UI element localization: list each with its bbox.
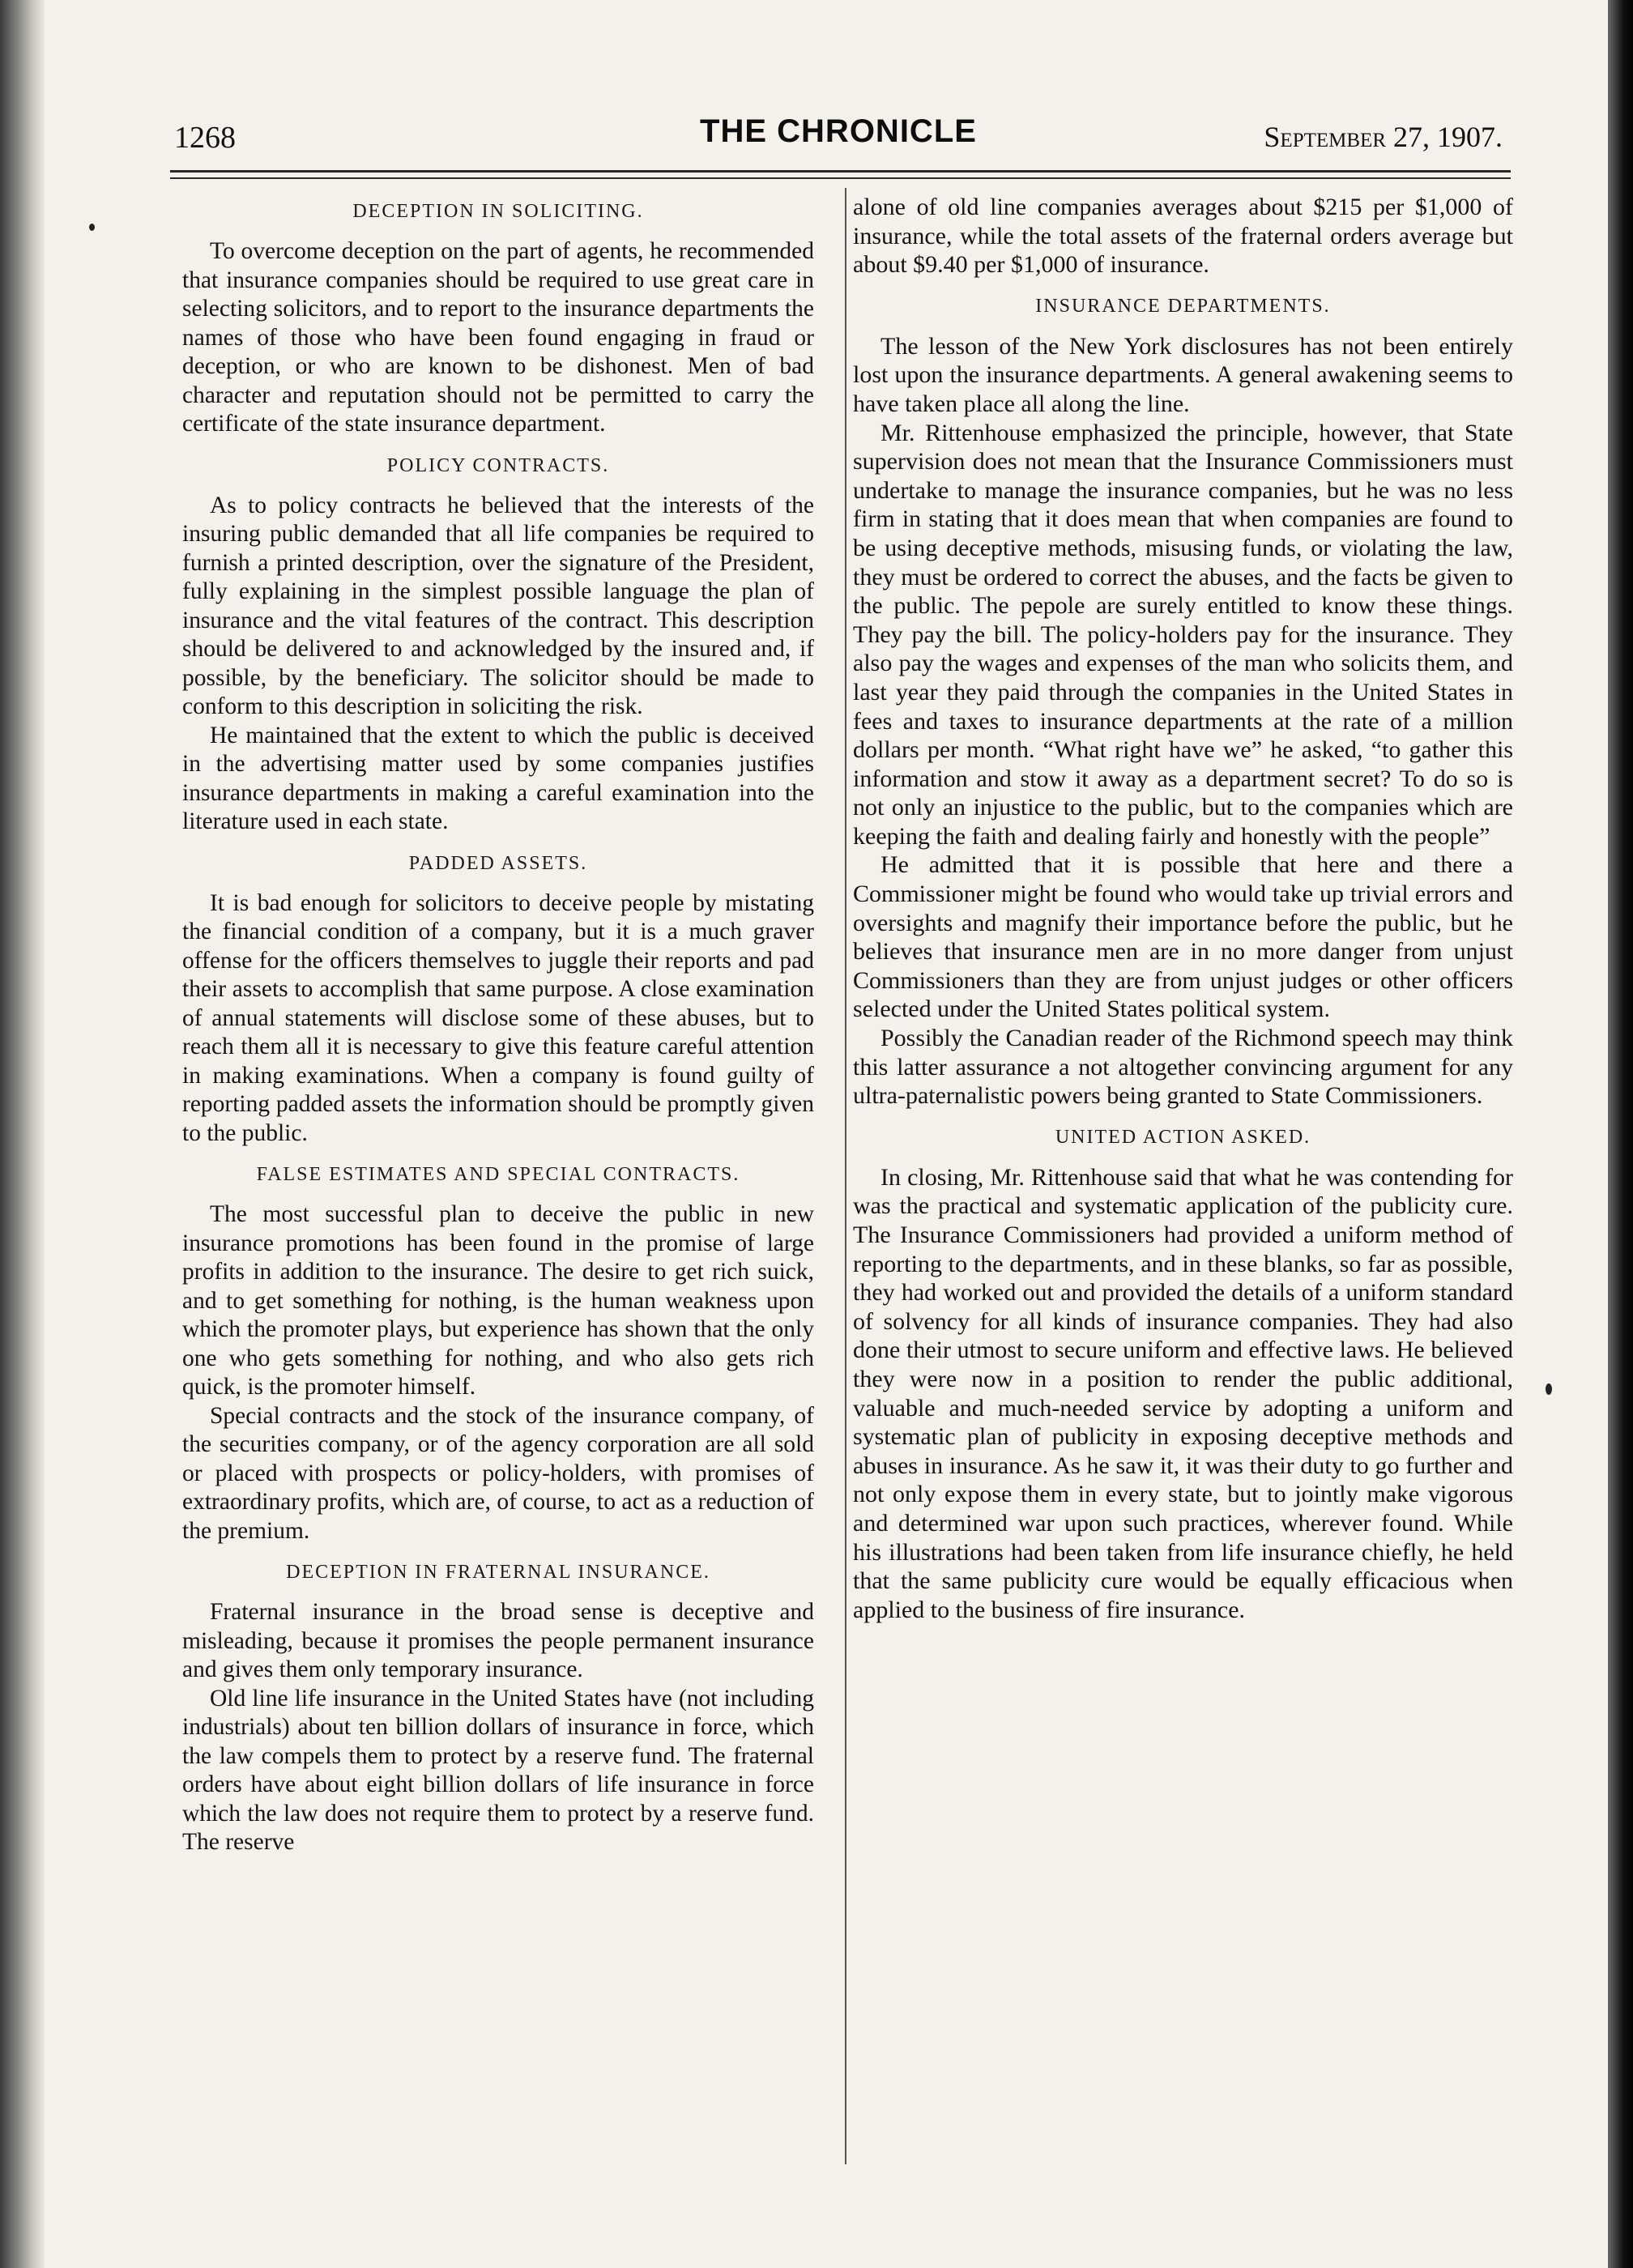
paragraph: Special contracts and the stock of the insurance company, of the securities company, or of the agency corporation are all sold or placed with prospects or policy-holders, with promises of extraordinary profits, which are, of course, to act as a reduction of the premium. xyxy=(182,1402,814,1544)
section-heading: DECEPTION IN SOLICITING. xyxy=(352,201,644,222)
paragraph: It is bad enough for solicitors to deceive people by mistating the financial condition of a company, but it is a much graver offense for the officers themselves to juggle their reports and pad their assets to accomplish that same purpose. A close examination of annual statements will disclose some of these abuses, but to reach them all it is necessary to give this feature careful attention in making examinations. When a company is found guilty of reporting padded assets the information should be promptly given to the public. xyxy=(182,889,814,1146)
publication-title: THE CHRONICLE xyxy=(700,113,977,149)
paragraph: He admitted that it is possible that here and there a Commissioner might be found who would take up trivial errors and oversights and magnify their importance before the public, but he believes that insurance men are in no more danger from unjust Commissioners than they are from unjust judges or other officers selected under the United States political system. xyxy=(853,851,1513,1023)
right-column xyxy=(853,193,1513,1624)
section-heading: UNITED ACTION ASKED. xyxy=(1055,1126,1311,1148)
scan-edge xyxy=(1608,0,1633,2268)
paragraph: Old line life insurance in the United States have (not including industrials) about ten billion dollars of insurance in force, which the law compels them to protect by a reserve fund. The fraternal orders have about eight billion dollars of life insurance in force which the law does not require them to protect by a reserve fund. The reserve xyxy=(182,1685,814,1855)
header-rule xyxy=(170,170,1511,173)
paragraph: Fraternal insurance in the broad sense is deceptive and misleading, because it promises the people permanent insurance and gives them only temporary insurance. xyxy=(182,1599,814,1682)
paragraph: The most successful plan to deceive the public in new insurance promotions has been found in the promise of large profits in addition to the insurance. The desire to get rich suick, and to get something for nothing, is the human weakness upon which the promoter plays, but experience has shown that the only one who gets something for nothing, and who also gets rich quick, is the promoter himself. xyxy=(182,1201,814,1400)
paragraph: The lesson of the New York disclosures has not been entirely lost upon the insurance departments. A general awakening seems to have taken place all along the line. xyxy=(853,332,1513,417)
section-heading: INSURANCE DEPARTMENTS. xyxy=(1035,295,1331,317)
continued-paragraph: alone of old line companies averages about $215 per $1,000 of insurance, while the total assets of the fraternal orders average but about $9.40 per $1,000 of insurance. xyxy=(853,194,1513,279)
section-heading: DECEPTION IN FRATERNAL INSURANCE. xyxy=(286,1562,710,1583)
binding-shadow xyxy=(0,0,45,2268)
section-heading: FALSE ESTIMATES AND SPECIAL CONTRACTS. xyxy=(256,1164,740,1185)
section-heading: POLICY CONTRACTS. xyxy=(386,454,610,476)
page-number: 1268 xyxy=(174,121,236,155)
header-rule-thin xyxy=(170,177,1511,179)
paragraph: Mr. Rittenhouse emphasized the principle, however, that State supervision does not mean that the Insurance Commissioners must undertake to manage the insurance companies, but he was no less firm in stating that it does mean that when companies are found to be using deceptive methods, misusing funds, or violating the law, they must be ordered to correct the abuses, and the facts be given to the public. The pepole are surely entitled to know these things. They pay the bill. The policy-holders pay for the insurance. They also pay the wages and expenses of the man who solicits them, and last year they paid through the companies in the United States in fees and taxes to insurance departments at the rate of a million dollars per month. “What right have we” he asked, “to gather this information and stow it away as a department secret? To do so is not only an injustice to the public, but to the companies which are keeping the faith and dealing fairly and honestly with the people” xyxy=(853,419,1513,850)
paragraph: As to policy contracts he believed that the interests of the insuring public demanded that all life companies be required to furnish a printed description, over the signature of the President, fully explaining in the simplest possible language the plan of insurance and the vital features of the contract. This description should be delivered to and acknowledged by the insured and, if possible, by the beneficiary. The solicitor should be made to conform to this description in soliciting the risk. xyxy=(182,492,814,719)
page-header xyxy=(174,113,1503,162)
column-divider xyxy=(845,188,846,2164)
paragraph: To overcome deception on the part of agents, he recommended that insurance companies should be required to use great care in selecting solicitors, and to report to the insurance departments the names of those who have been found engaging in fraud or deception, or who are known to be dishonest. Men of bad character and reputation should not be permitted to carry the certificate of the state insurance department. xyxy=(182,238,814,437)
print-speck xyxy=(89,224,95,231)
print-speck xyxy=(1546,1383,1552,1395)
paragraph: He maintained that the extent to which the public is deceived in the advertising matter used by some companies justifies insurance departments in making a careful examination into the literature used in each state. xyxy=(182,722,814,834)
section-heading: PADDED ASSETS. xyxy=(408,852,588,874)
issue-date: September 27, 1907. xyxy=(1264,121,1503,153)
paragraph: In closing, Mr. Rittenhouse said that what he was contending for was the practical and systematic application of the publicity cure. The Insurance Commissioners had provided a uniform method of reporting to the departments, and in these blanks, so far as possible, they had worked out and provided the details of a uniform standard of solvency for all kinds of insurance companies. They had also done their utmost to secure uniform and effective laws. He believed they were now in a position to render the public additional, valuable and much-needed service by adopting a uniform and systematic plan of publicity in exposing deceptive methods and abuses in insurance. As he saw it, it was their duty to go further and not only expose them in every state, but to jointly make vigorous and determined war upon such practices, wherever found. While his illustrations had been taken from life insurance chiefly, he held that the same publicity cure would be equally efficacious when applied to the business of fire insurance. xyxy=(853,1163,1513,1623)
paragraph: Possibly the Canadian reader of the Richmond speech may think this latter assurance a not altogether convincing argument for any ultra-paternalistic powers being granted to State Commissioners. xyxy=(853,1025,1513,1110)
left-column xyxy=(182,201,814,1857)
